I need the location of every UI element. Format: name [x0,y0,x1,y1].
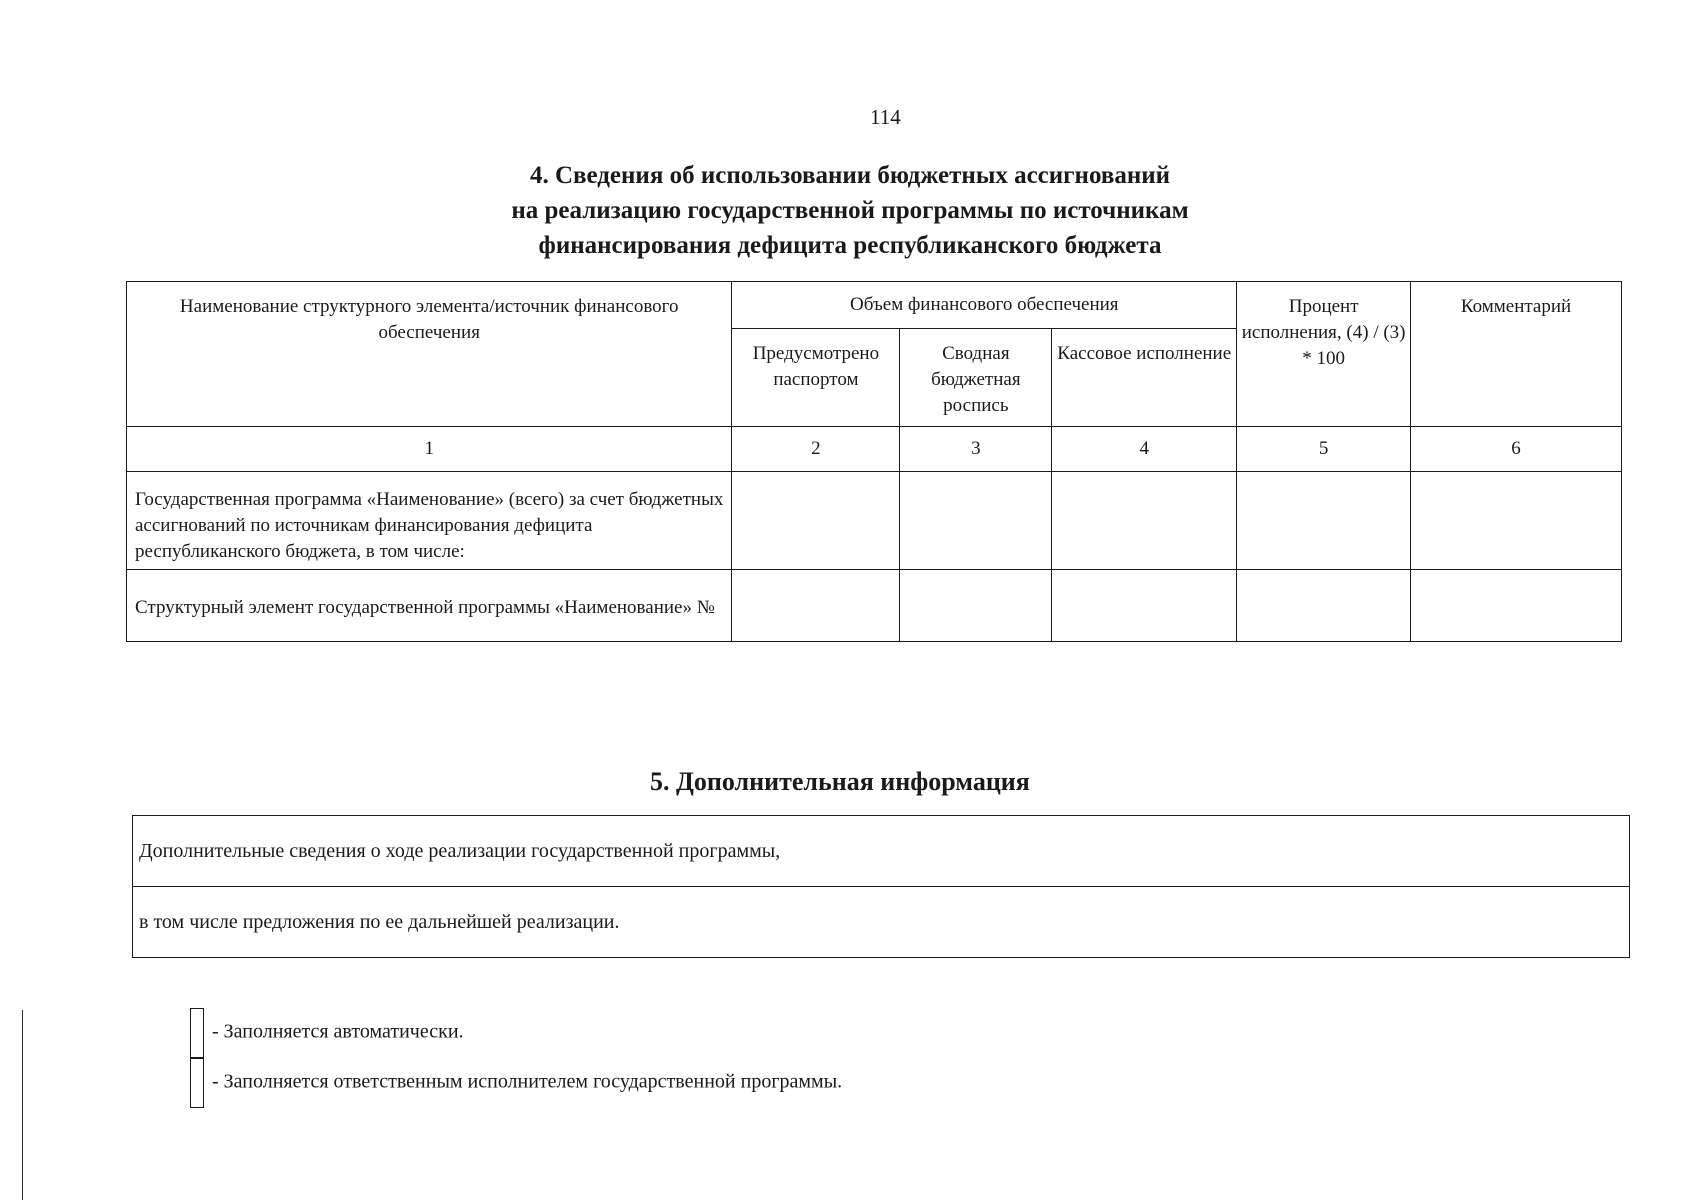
column-number: 6 [1411,427,1622,472]
section4-title-line: 4. Сведения об использовании бюджетных ассигнований [529,162,1171,189]
column-number: 1 [127,427,732,472]
column-number: 4 [1052,427,1237,472]
column-number: 2 [732,427,900,472]
section4-title-line: на реализацию государственной программы по источникам [511,197,1189,224]
empty-cell [732,472,900,570]
section4-title [300,158,1400,263]
additional-info-line: Дополнительные сведения о ходе реализации государственной программы, [133,816,1630,887]
header-group-cell [732,282,1237,329]
section4-title-line: финансирования дефицита республиканского бюджета [538,232,1162,259]
empty-cell [1052,570,1237,642]
column-number: 3 [900,427,1052,472]
header-comment-cell [1411,282,1622,427]
header-budget-cell [900,329,1052,427]
empty-cell [900,570,1052,642]
legend-box-icon [190,1008,204,1058]
header-group-label: Объем финансового обеспечения [850,294,1119,315]
header-percent-label: Процент исполнения, (4) / (3) * 100 [1241,296,1406,369]
empty-cell [900,472,1052,570]
additional-info-table [132,815,1630,958]
header-cash-cell [1052,329,1237,427]
empty-cell [732,570,900,642]
header-percent-cell [1237,282,1411,427]
table-row [133,887,1630,958]
scan-margin-line [22,1010,23,1200]
column-number: 5 [1237,427,1411,472]
empty-cell [1411,472,1622,570]
header-passport-label: Предусмотрено паспортом [752,343,880,390]
header-cash-label: Кассовое исполнение [1057,343,1232,364]
legend-manual [190,1058,842,1108]
empty-cell [1052,472,1237,570]
legend-auto-text: - Заполняется автоматически. [212,1020,464,1043]
table-row [133,816,1630,887]
budget-usage-table [126,281,1622,642]
empty-cell [1237,570,1411,642]
legend-auto [190,1008,464,1058]
empty-cell [1411,570,1622,642]
header-budget-label: Сводная бюджетная роспись [931,343,1021,416]
header-name-cell [127,282,732,427]
header-comment-label: Комментарий [1460,296,1572,317]
header-passport-cell [732,329,900,427]
table-row [127,472,1622,570]
legend-box-icon [190,1058,204,1108]
additional-info-line: в том числе предложения по ее дальнейшей реализации. [133,887,1630,958]
legend-manual-text: - Заполняется ответственным исполнителем государственной программы. [212,1070,843,1093]
header-name-label: Наименование структурного элемента/источник финансового обеспечения [179,296,679,343]
table-row [127,570,1622,642]
empty-cell [1237,472,1411,570]
page-number: 114 [870,105,901,129]
row-label: Государственная программа «Наименование» (всего) за счет бюджетных ассигнований по источникам финансирования дефицита республиканского бюджета, в том числе: [127,472,732,570]
row-label: Структурный элемент государственной программы «Наименование» № [127,570,732,642]
section5-title: 5. Дополнительная информация [650,767,1030,796]
